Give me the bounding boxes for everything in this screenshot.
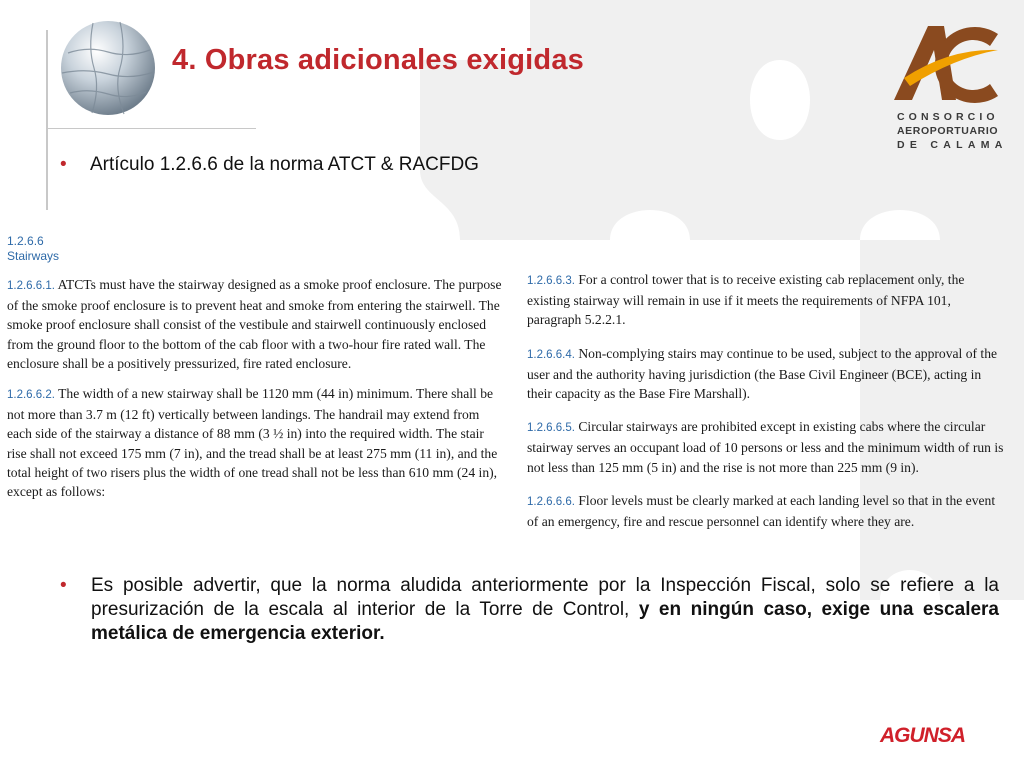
puzzle-globe-icon (58, 18, 158, 118)
bullet-marker: • (60, 154, 67, 175)
excerpt-section-heading (7, 234, 59, 264)
excerpt-column-right (527, 270, 1007, 531)
horizontal-divider (48, 128, 256, 129)
logo-line-3: DE CALAMA (897, 139, 1008, 151)
section-number: 1.2.6.6 (7, 234, 44, 248)
slide-title: 4. Obras adicionales exigidas (172, 44, 584, 76)
excerpt-paragraph (527, 344, 1007, 404)
excerpt-paragraph (527, 417, 1007, 477)
logo-line-1: CONSORCIO (897, 111, 999, 123)
excerpt-paragraph (7, 384, 505, 501)
paragraph-text: Floor levels must be clearly marked at each landing level so that in the event of an emergency, fire and rescue personnel can identify where they are. (527, 492, 996, 530)
excerpt-paragraph (527, 270, 1007, 330)
conclusion-bold-text: y en ningún caso, exige una escalera metálica de emergencia exterior. (91, 599, 999, 644)
excerpt-paragraph (7, 275, 505, 373)
paragraph-text: Non-complying stairs may continue to be used, subject to the approval of the user and the authority having jurisdiction (the Base Civil Engineer (BCE), acting in their capacity as the Base Fire Marshall). (527, 345, 998, 402)
section-title: Stairways (7, 249, 60, 263)
paragraph-number: 1.2.6.6.4. (527, 348, 575, 361)
logo-line-2: AEROPORTUARIO (897, 125, 999, 137)
paragraph-text: For a control tower that is to receive existing cab replacement only, the existing stairway will remain in use if it meets the requirements of NFPA 101, paragraph 5.2.2.1. (527, 272, 965, 328)
excerpt-column-left (7, 275, 505, 501)
paragraph-number: 1.2.6.6.2. (7, 389, 55, 402)
bullet-conclusion-text (91, 574, 999, 646)
logo-caption (897, 110, 1008, 152)
agunsa-logo: AGUNSA (880, 724, 966, 747)
bullet-marker: • (60, 575, 67, 596)
vertical-divider (46, 30, 48, 210)
excerpt-paragraph (527, 491, 1007, 531)
bullet-article-text: Artículo 1.2.6.6 de la norma ATCT & RACFDG (90, 154, 479, 175)
conclusion-normal-text: Es posible advertir, que la norma aludida anteriormente por la Inspección Fiscal, solo se refiere a la presurización de la escala al interior de la Torre de Control, (91, 575, 999, 620)
paragraph-number: 1.2.6.6.5. (527, 422, 575, 435)
paragraph-text: The width of a new stairway shall be 1120 mm (44 in) minimum. There shall be not more than 3.7 m (12 ft) vertically between landings. The handrail may extend from each side of the stairway a distance of 88 mm (3 ½ in) into the required width. The stair rise shall not exceed 175 mm (7 in), and the tread shall be at least 275 mm (11 in), and the total height of two risers plus the width of one tread shall not be less than 610 mm (24 in), except as follows: (7, 386, 498, 500)
bullet-conclusion (60, 574, 1000, 644)
bullet-article (60, 154, 479, 176)
paragraph-text: Circular stairways are prohibited except in existing cabs where the circular stairway serves an occupant load of 10 persons or less and the minimum width of run is not less than 125 mm (5 in) and the rise is not more than 225 mm (9 in). (527, 419, 1004, 475)
paragraph-number: 1.2.6.6.6. (527, 495, 575, 508)
paragraph-number: 1.2.6.6.3. (527, 275, 575, 287)
paragraph-number: 1.2.6.6.1. (7, 280, 55, 292)
paragraph-text: ATCTs must have the stairway designed as a smoke proof enclosure. The purpose of the smoke proof enclosure is to prevent heat and smoke from entering the stairwell. The smoke proof enclosure shall consist of the vestibule and stairwell continuously enclosed from the ground floor to the bottom of the cab floor with a two-hour fire rated wall. The enclosure shall be a positively pressurized, fire rated enclosure. (7, 277, 502, 371)
consorcio-ac-logo (890, 20, 1002, 110)
